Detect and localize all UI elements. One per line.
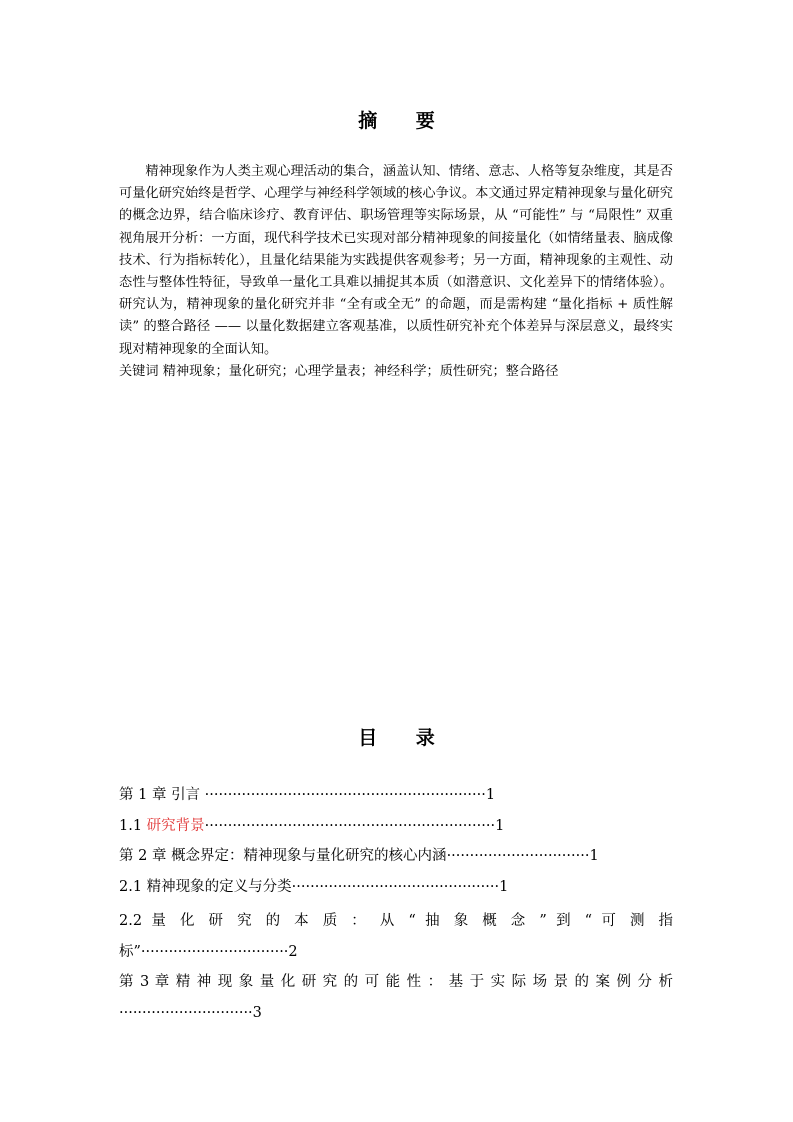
toc-entry-text: 研究背景 <box>146 817 205 834</box>
keywords-list: 精神现象；量化研究；心理学量表；神经科学；质性研究；整合路径 <box>162 363 559 379</box>
toc-page-number: 2 <box>288 943 298 960</box>
abstract-section <box>119 161 673 383</box>
toc-leader-dots: ····························································· <box>204 787 486 803</box>
toc-entry-text: 精 神 现 象 量 化 研 究 的 可 能 性 ： 基 于 实 际 场 景 的 案 例 分 析 <box>175 974 673 990</box>
toc-entry-prefix: 第 2 章 <box>119 848 172 864</box>
toc-page-number: 1 <box>499 878 509 895</box>
abstract-title: 摘 要 <box>358 110 451 132</box>
toc-entry-text: 精神现象的定义与分类 <box>146 878 292 895</box>
toc-entry-text: 概念界定：精神现象与量化研究的核心内涵 <box>171 848 447 864</box>
toc-entry-chapter-1[interactable] <box>119 784 673 815</box>
toc-entry-1-1[interactable] <box>119 815 673 846</box>
toc-entry-prefix: 2.2 <box>119 913 152 929</box>
toc-page-number: 1 <box>485 787 496 803</box>
toc-page-number: 1 <box>495 817 505 834</box>
toc-entry-chapter-2[interactable] <box>119 845 673 876</box>
toc-entry-prefix: 2.1 <box>119 878 147 895</box>
toc-leader-dots: ······························· <box>446 848 590 864</box>
toc-leader-dots: ············································· <box>291 878 500 895</box>
toc-leader-dots: ······························································· <box>204 817 496 834</box>
toc-entry-prefix: 第 3 章 <box>119 974 176 990</box>
toc-title: 目 录 <box>358 727 451 749</box>
toc-entry-prefix: 第 1 章 <box>119 787 172 803</box>
toc-page-number: 3 <box>252 1004 262 1021</box>
toc-entry-2-2[interactable] <box>119 906 673 967</box>
toc-entry-prefix: 1.1 <box>119 817 147 834</box>
toc-leader-dots: ····························· <box>119 1004 253 1021</box>
toc-entry-text: 引言 <box>171 787 205 803</box>
keywords-label: 关键词 <box>119 363 159 379</box>
table-of-contents <box>119 784 673 1028</box>
toc-entry-text: 量 化 研 究 的 本 质 ： 从 “ 抽 象 概 念 ” 到 “ 可 测 指 标” <box>119 913 674 960</box>
toc-leader-dots: ································ <box>140 943 289 960</box>
keywords-line <box>119 361 673 383</box>
abstract-body: 精神现象作为人类主观心理活动的集合，涵盖认知、情绪、意志、人格等复杂维度，其是否可量化研究始终是哲学、心理学与神经科学领域的核心争议。本文通过界定精神现象与量化研究的概念边界，结合临床诊疗、教育评估、职场管理等实际场景，从 “可能性” 与 “局限性” 双重视角展开分析：一方面，现代科学技术已实现对部分精神现象的间接量化（如情绪量表、脑成像技术、行为指标转化），且量化结果能为实践提供客观参考；另一方面，精神现象的主观性、动态性与整体性特征，导致单一量化工具难以捕捉其本质（如潜意识、文化差异下的情绪体验）。研究认为，精神现象的量化研究并非 “全有或全无” 的命题，而是需构建 “量化指标 + 质性解读” 的整合路径 —— 以量化数据建立客观基准，以质性研究补充个体差异与深层意义，最终实现对精神现象的全面认知。 <box>119 164 673 357</box>
toc-entry-2-1[interactable] <box>119 876 673 907</box>
toc-page-number: 1 <box>589 848 599 864</box>
toc-entry-chapter-3[interactable] <box>119 967 673 1028</box>
